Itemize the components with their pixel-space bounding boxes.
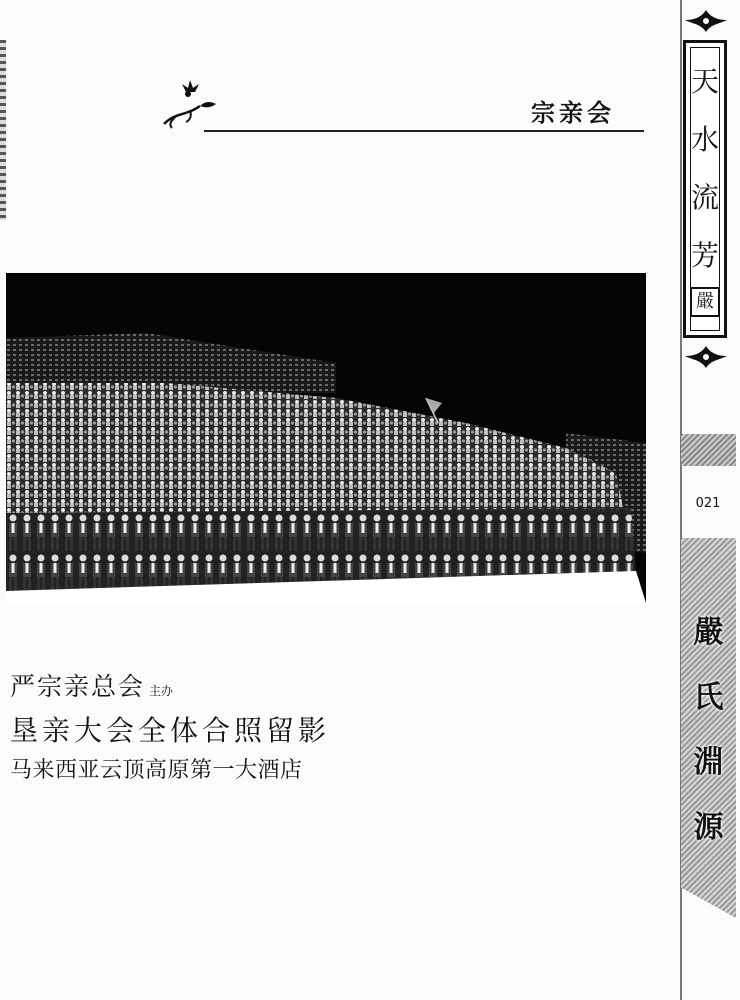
flower-ornament-icon — [156, 72, 216, 132]
series-title-char: 流 — [690, 181, 719, 214]
series-seal: 嚴 — [690, 287, 720, 317]
series-title-char: 水 — [690, 123, 719, 156]
series-title-box — [683, 40, 727, 338]
page-edge-bleed — [0, 40, 6, 220]
caption-organizer — [10, 674, 173, 699]
caption-organizer-name: 严宗亲总会 — [10, 672, 146, 701]
section-title — [681, 600, 736, 860]
series-title-char: 天 — [690, 65, 719, 98]
lotus-ornament-icon — [683, 6, 729, 36]
group-photo — [6, 273, 646, 603]
page-number: 021 — [695, 496, 721, 511]
header-title: 宗亲会 — [531, 98, 615, 127]
header-rule — [204, 130, 644, 132]
page-header — [150, 70, 645, 140]
margin-stripe — [681, 434, 736, 466]
lotus-ornament-icon — [683, 342, 729, 372]
caption-event: 垦亲大会全体合照留影 — [10, 714, 331, 747]
section-title-char: 氏 — [693, 680, 724, 715]
section-title-char: 嚴 — [693, 615, 724, 650]
caption-organizer-role: 主办 — [149, 684, 174, 698]
section-title-char: 淵 — [693, 745, 724, 780]
section-title-char: 源 — [693, 810, 724, 845]
series-title-char: 芳 — [690, 239, 719, 272]
caption-location: 马来西亚云顶高原第一大酒店 — [10, 758, 303, 783]
